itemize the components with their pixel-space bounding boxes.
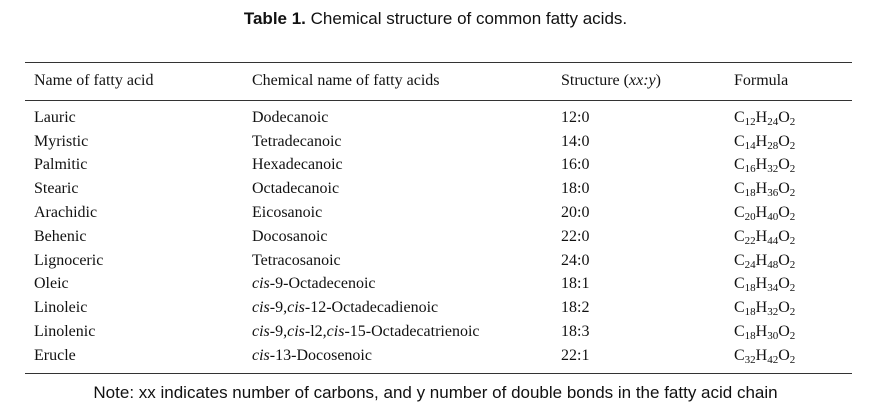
formula-element: O: [778, 275, 790, 293]
header-formula: Formula: [734, 72, 789, 89]
formula-subscript: 14: [744, 139, 756, 152]
cell-formula: [734, 225, 852, 249]
formula-element: H: [755, 180, 768, 198]
formula-subscript: 2: [789, 139, 796, 152]
formula-element: H: [755, 204, 768, 222]
formula-subscript: 48: [767, 258, 779, 271]
table-row: [25, 201, 852, 225]
formula-element: C: [734, 275, 745, 293]
formula-element: C: [734, 108, 745, 126]
chemical-name-part: -9,: [269, 299, 288, 317]
header-chemical-name: Chemical name of fatty acids: [252, 72, 440, 89]
chemical-name-part: cis: [287, 323, 305, 341]
cell-chemical-name: [252, 201, 561, 225]
formula-subscript: 12: [744, 115, 756, 128]
cell-chemical-name: [252, 177, 561, 201]
formula-element: C: [734, 156, 745, 174]
cell-chemical-name: [252, 249, 561, 273]
header-name-of-fatty-acid: Name of fatty acid: [34, 72, 154, 89]
formula-subscript: 20: [744, 211, 756, 224]
formula-subscript: 18: [744, 306, 756, 319]
cell-structure: 16:0: [561, 156, 590, 174]
formula-subscript: 42: [767, 353, 779, 366]
formula-element: C: [734, 180, 745, 198]
formula-element: H: [755, 156, 768, 174]
table-row: [25, 154, 852, 178]
cell-structure: 14:0: [561, 132, 590, 150]
cell-formula: [734, 154, 852, 178]
formula-element: H: [755, 346, 768, 364]
formula-subscript: 32: [767, 306, 779, 319]
formula-subscript: 2: [789, 211, 796, 224]
cell-fatty-acid-name: Linoleic: [34, 299, 88, 317]
header-structure-prefix: Structure (: [561, 72, 629, 89]
cell-fatty-acid-name: Erucle: [34, 346, 76, 364]
cell-fatty-acid-name: Linolenic: [34, 323, 96, 341]
cell-chemical-name: [252, 296, 561, 320]
formula-subscript: 2: [789, 163, 796, 176]
chemical-name-part: -12-Octadecadienoic: [304, 299, 439, 317]
header-structure-suffix: ): [655, 72, 661, 89]
cell-formula: [734, 296, 852, 320]
cell-formula: [734, 106, 852, 130]
table-row: [25, 177, 852, 201]
formula-element: H: [755, 251, 768, 269]
chemical-name-part: Octadecanoic: [252, 180, 340, 198]
cell-chemical-name: [252, 225, 561, 249]
cell-fatty-acid-name: Stearic: [34, 180, 79, 198]
formula-element: O: [778, 180, 790, 198]
formula-subscript: 2: [789, 115, 796, 128]
table-row: [25, 273, 852, 297]
formula-element: H: [755, 227, 768, 245]
formula-element: O: [778, 251, 790, 269]
formula-element: O: [778, 299, 790, 317]
cell-structure: 18:3: [561, 323, 590, 341]
cell-structure: 18:0: [561, 180, 590, 198]
cell-formula: [734, 249, 852, 273]
chemical-name-part: -15-Octadecatrienoic: [344, 323, 480, 341]
chemical-name-part: cis: [252, 346, 270, 364]
formula-subscript: 34: [767, 282, 779, 295]
chemical-name-part: cis: [252, 323, 270, 341]
cell-structure: 22:1: [561, 346, 590, 364]
cell-fatty-acid-name: Palmitic: [34, 156, 88, 174]
cell-structure: 12:0: [561, 108, 590, 126]
chemical-name-part: -l2,: [304, 323, 327, 341]
formula-subscript: 18: [744, 282, 756, 295]
cell-formula: [734, 201, 852, 225]
cell-structure: 20:0: [561, 204, 590, 222]
formula-element: O: [778, 346, 790, 364]
formula-subscript: 24: [767, 115, 779, 128]
table-top-rule: [25, 62, 852, 63]
cell-fatty-acid-name: Arachidic: [34, 204, 98, 222]
cell-formula: [734, 130, 852, 154]
formula-element: C: [734, 299, 745, 317]
formula-subscript: 2: [789, 353, 796, 366]
table-header: [25, 67, 852, 95]
cell-fatty-acid-name: Lignoceric: [34, 251, 104, 269]
chemical-name-part: Docosanoic: [252, 227, 328, 245]
formula-element: C: [734, 132, 745, 150]
formula-element: O: [778, 132, 790, 150]
cell-fatty-acid-name: Behenic: [34, 227, 87, 245]
cell-structure: 18:1: [561, 275, 590, 293]
cell-chemical-name: [252, 154, 561, 178]
chemical-name-part: -13-Docosenoic: [269, 346, 372, 364]
table-row: [25, 130, 852, 154]
chemical-name-part: -9,: [269, 323, 288, 341]
chemical-name-part: Hexadecanoic: [252, 156, 343, 174]
formula-subscript: 2: [789, 258, 796, 271]
cell-formula: [734, 177, 852, 201]
table-header-row: [25, 67, 852, 95]
formula-subscript: 30: [767, 330, 779, 343]
formula-element: O: [778, 156, 790, 174]
formula-subscript: 2: [789, 306, 796, 319]
cell-chemical-name: [252, 344, 561, 368]
formula-element: C: [734, 227, 745, 245]
cell-structure: 18:2: [561, 299, 590, 317]
cell-formula: [734, 320, 852, 344]
cell-chemical-name: [252, 320, 561, 344]
formula-element: C: [734, 323, 745, 341]
chemical-name-part: -9-Octadecenoic: [269, 275, 376, 293]
cell-formula: [734, 344, 852, 368]
cell-formula: [734, 273, 852, 297]
cell-structure: 24:0: [561, 251, 590, 269]
formula-element: C: [734, 346, 745, 364]
formula-subscript: 32: [767, 163, 779, 176]
chemical-name-part: cis: [287, 299, 305, 317]
formula-subscript: 44: [767, 234, 779, 247]
chemical-name-part: cis: [252, 299, 270, 317]
cell-chemical-name: [252, 273, 561, 297]
formula-element: O: [778, 108, 790, 126]
table-caption-text: Chemical structure of common fatty acids.: [305, 9, 628, 28]
cell-fatty-acid-name: Oleic: [34, 275, 69, 293]
formula-element: H: [755, 132, 768, 150]
chemical-name-part: cis: [252, 275, 270, 293]
formula-element: H: [755, 299, 768, 317]
formula-subscript: 18: [744, 330, 756, 343]
formula-element: H: [755, 275, 768, 293]
table-row: [25, 249, 852, 273]
cell-fatty-acid-name: Lauric: [34, 108, 76, 126]
cell-structure: 22:0: [561, 227, 590, 245]
formula-subscript: 32: [744, 353, 756, 366]
chemical-name-part: Tetradecanoic: [252, 132, 342, 150]
table-row: [25, 296, 852, 320]
header-structure: [561, 67, 734, 95]
formula-element: C: [734, 204, 745, 222]
chemical-name-part: cis: [326, 323, 345, 341]
cell-chemical-name: [252, 106, 561, 130]
cell-fatty-acid-name: Myristic: [34, 132, 89, 150]
formula-element: H: [755, 323, 768, 341]
table-header-rule: [25, 100, 852, 101]
formula-subscript: 36: [767, 187, 779, 200]
formula-element: C: [734, 251, 745, 269]
table-row: [25, 320, 852, 344]
cell-chemical-name: [252, 130, 561, 154]
chemical-name-part: Eicosanoic: [252, 204, 323, 222]
formula-element: O: [778, 323, 790, 341]
formula-subscript: 18: [744, 187, 756, 200]
table-caption: [0, 8, 871, 30]
formula-element: O: [778, 227, 790, 245]
formula-subscript: 28: [767, 139, 779, 152]
header-structure-italic: xx:y: [628, 72, 656, 89]
table-row: [25, 106, 852, 130]
formula-subscript: 2: [789, 187, 796, 200]
chemical-name-part: Tetracosanoic: [252, 251, 341, 269]
table-row: [25, 225, 852, 249]
formula-subscript: 22: [744, 234, 756, 247]
formula-subscript: 2: [789, 330, 796, 343]
table-caption-label: Table 1.: [243, 9, 306, 28]
table-bottom-rule: [25, 373, 852, 374]
formula-element: H: [755, 108, 768, 126]
formula-element: O: [778, 204, 790, 222]
table-row: [25, 344, 852, 368]
formula-subscript: 2: [789, 282, 796, 295]
formula-subscript: 2: [789, 234, 796, 247]
fatty-acid-table: [25, 106, 852, 368]
formula-subscript: 16: [744, 163, 756, 176]
table-note: Note: xx indicates number of carbons, and y number of double bonds in the fatty acid chain: [93, 383, 778, 402]
formula-subscript: 40: [767, 211, 779, 224]
formula-subscript: 24: [744, 258, 756, 271]
table-body: [25, 106, 852, 368]
chemical-name-part: Dodecanoic: [252, 108, 329, 126]
